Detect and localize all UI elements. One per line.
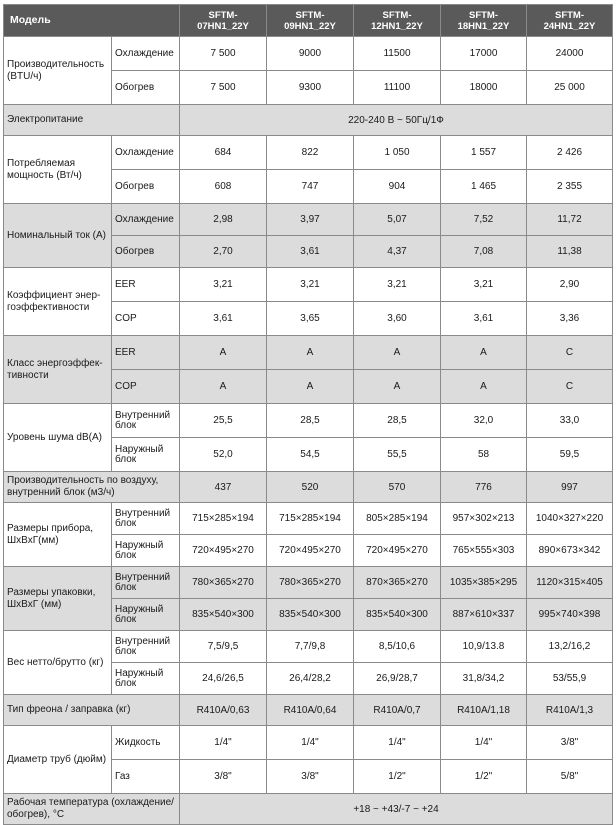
value-cell: 26,4/28,2: [267, 663, 354, 695]
value-cell: 7,08: [441, 236, 527, 268]
value-cell: 870×365×270: [354, 567, 441, 599]
spec-row: [4, 404, 613, 438]
value-cell: 805×285×194: [354, 503, 441, 535]
sub-parameter-label: Газ: [112, 760, 180, 794]
value-cell: 25 000: [527, 71, 613, 105]
value-cell: 24000: [527, 37, 613, 71]
parameter-label: Номинальный ток (А): [4, 204, 112, 268]
value-cell: 3/8": [527, 726, 613, 760]
value-cell: 3,21: [354, 268, 441, 302]
value-cell: A: [180, 370, 267, 404]
value-cell: R410A/0,63: [180, 695, 267, 726]
spec-table-wrapper: [3, 4, 612, 825]
sub-parameter-label: EER: [112, 268, 180, 302]
value-cell: R410A/0,7: [354, 695, 441, 726]
sub-parameter-label: Наружный блок: [112, 535, 180, 567]
value-cell: 520: [267, 472, 354, 503]
value-cell: 17000: [441, 37, 527, 71]
value-cell: 9000: [267, 37, 354, 71]
value-cell: 7,7/9,8: [267, 631, 354, 663]
value-cell: 2,90: [527, 268, 613, 302]
parameter-label: Тип фреона / заправка (кг): [4, 695, 180, 726]
sub-parameter-label: Внутренний блок: [112, 631, 180, 663]
value-cell: 11100: [354, 71, 441, 105]
value-cell: 3,36: [527, 302, 613, 336]
sub-parameter-label: Внутренний блок: [112, 404, 180, 438]
sub-parameter-label: Внутренний блок: [112, 567, 180, 599]
spec-row: [4, 567, 613, 599]
value-cell: 904: [354, 170, 441, 204]
value-cell: A: [354, 370, 441, 404]
value-cell: 3,21: [441, 268, 527, 302]
value-cell: 4,37: [354, 236, 441, 268]
value-cell: 1/4": [441, 726, 527, 760]
parameter-label: Размеры прибора, ШхВхГ(мм): [4, 503, 112, 567]
value-cell: 890×673×342: [527, 535, 613, 567]
parameter-label: Размеры упаковки, ШхВхГ (мм): [4, 567, 112, 631]
value-cell: 3,61: [441, 302, 527, 336]
value-cell: R410A/1,3: [527, 695, 613, 726]
specifications-table: [3, 4, 613, 825]
value-cell: 1/4": [180, 726, 267, 760]
value-cell: 18000: [441, 71, 527, 105]
value-cell: 1/4": [354, 726, 441, 760]
value-cell: 1035×385×295: [441, 567, 527, 599]
model-column-header: SFTM- 09HN1_22Y: [267, 5, 354, 37]
spec-row: [4, 794, 613, 825]
model-column-header: SFTM- 12HN1_22Y: [354, 5, 441, 37]
value-cell: 54,5: [267, 438, 354, 472]
sub-parameter-label: Охлаждение: [112, 37, 180, 71]
spanning-value-cell: +18 ~ +43/-7 ~ +24: [180, 794, 613, 825]
sub-parameter-label: Жидкость: [112, 726, 180, 760]
value-cell: 2 426: [527, 136, 613, 170]
value-cell: 52,0: [180, 438, 267, 472]
value-cell: A: [441, 370, 527, 404]
value-cell: 1120×315×405: [527, 567, 613, 599]
value-cell: 7 500: [180, 37, 267, 71]
parameter-label: Вес нетто/брутто (кг): [4, 631, 112, 695]
value-cell: 765×555×303: [441, 535, 527, 567]
sub-parameter-label: Обогрев: [112, 170, 180, 204]
value-cell: 3,97: [267, 204, 354, 236]
value-cell: C: [527, 336, 613, 370]
sub-parameter-label: Наружный блок: [112, 438, 180, 472]
value-cell: 720×495×270: [354, 535, 441, 567]
model-column-header: SFTM- 24HN1_22Y: [527, 5, 613, 37]
value-cell: 1 465: [441, 170, 527, 204]
value-cell: 608: [180, 170, 267, 204]
value-cell: 780×365×270: [180, 567, 267, 599]
value-cell: 7 500: [180, 71, 267, 105]
value-cell: 59,5: [527, 438, 613, 472]
parameter-label: Уровень шума dB(A): [4, 404, 112, 472]
value-cell: 9300: [267, 71, 354, 105]
spec-row: [4, 136, 613, 170]
value-cell: 10,9/13.8: [441, 631, 527, 663]
value-cell: A: [267, 336, 354, 370]
sub-parameter-label: Охлаждение: [112, 136, 180, 170]
value-cell: 11500: [354, 37, 441, 71]
value-cell: 2,70: [180, 236, 267, 268]
spec-row: [4, 204, 613, 236]
value-cell: 957×302×213: [441, 503, 527, 535]
value-cell: 3/8": [180, 760, 267, 794]
parameter-label: Электропитание: [4, 105, 180, 136]
value-cell: R410A/1,18: [441, 695, 527, 726]
value-cell: 1 050: [354, 136, 441, 170]
sub-parameter-label: Внутренний блок: [112, 503, 180, 535]
value-cell: A: [441, 336, 527, 370]
value-cell: 3,61: [180, 302, 267, 336]
parameter-label: Производительность по воздуху, внутренний блок (м3/ч): [4, 472, 180, 503]
value-cell: A: [180, 336, 267, 370]
spec-row: [4, 105, 613, 136]
header-row: [4, 5, 613, 37]
value-cell: 3/8": [267, 760, 354, 794]
parameter-label: Рабочая температура (охлаждение/ обогрев), °С: [4, 794, 180, 825]
value-cell: 3,21: [180, 268, 267, 302]
value-cell: 3,61: [267, 236, 354, 268]
spec-row: [4, 336, 613, 370]
value-cell: 2 355: [527, 170, 613, 204]
parameter-label: Коэффициент энер-гоэффективности: [4, 268, 112, 336]
spec-row: [4, 726, 613, 760]
value-cell: 11,38: [527, 236, 613, 268]
value-cell: 780×365×270: [267, 567, 354, 599]
value-cell: 2,98: [180, 204, 267, 236]
value-cell: 835×540×300: [267, 599, 354, 631]
value-cell: 55,5: [354, 438, 441, 472]
model-column-header: SFTM- 18HN1_22Y: [441, 5, 527, 37]
sub-parameter-label: Обогрев: [112, 71, 180, 105]
value-cell: 3,65: [267, 302, 354, 336]
parameter-label: Диаметр труб (дюйм): [4, 726, 112, 794]
value-cell: 26,9/28,7: [354, 663, 441, 695]
parameter-label: Потребляемая мощность (Вт/ч): [4, 136, 112, 204]
spec-body: [4, 37, 613, 825]
spec-row: [4, 268, 613, 302]
value-cell: 53/55,9: [527, 663, 613, 695]
value-cell: A: [267, 370, 354, 404]
value-cell: 684: [180, 136, 267, 170]
value-cell: 33,0: [527, 404, 613, 438]
value-cell: 5/8": [527, 760, 613, 794]
spec-row: [4, 695, 613, 726]
value-cell: 835×540×300: [354, 599, 441, 631]
value-cell: 776: [441, 472, 527, 503]
value-cell: 997: [527, 472, 613, 503]
sub-parameter-label: EER: [112, 336, 180, 370]
value-cell: 8,5/10,6: [354, 631, 441, 663]
value-cell: 1 557: [441, 136, 527, 170]
spanning-value-cell: 220-240 В ~ 50Гц/1Ф: [180, 105, 613, 136]
value-cell: 13,2/16,2: [527, 631, 613, 663]
value-cell: R410A/0,64: [267, 695, 354, 726]
value-cell: 437: [180, 472, 267, 503]
value-cell: 747: [267, 170, 354, 204]
sub-parameter-label: Наружный блок: [112, 663, 180, 695]
model-header: Модель: [4, 5, 180, 37]
value-cell: 1/4": [267, 726, 354, 760]
value-cell: 5,07: [354, 204, 441, 236]
value-cell: 3,21: [267, 268, 354, 302]
sub-parameter-label: COP: [112, 370, 180, 404]
value-cell: 1/2": [441, 760, 527, 794]
sub-parameter-label: COP: [112, 302, 180, 336]
parameter-label: Класс энергоэффек-тивности: [4, 336, 112, 404]
value-cell: 25,5: [180, 404, 267, 438]
value-cell: 715×285×194: [267, 503, 354, 535]
value-cell: 1/2": [354, 760, 441, 794]
sub-parameter-label: Обогрев: [112, 236, 180, 268]
value-cell: 720×495×270: [180, 535, 267, 567]
model-column-header: SFTM- 07HN1_22Y: [180, 5, 267, 37]
spec-row: [4, 503, 613, 535]
value-cell: 28,5: [267, 404, 354, 438]
value-cell: 835×540×300: [180, 599, 267, 631]
value-cell: 7,52: [441, 204, 527, 236]
value-cell: 720×495×270: [267, 535, 354, 567]
value-cell: 28,5: [354, 404, 441, 438]
value-cell: 24,6/26,5: [180, 663, 267, 695]
value-cell: 570: [354, 472, 441, 503]
spec-row: [4, 472, 613, 503]
value-cell: 995×740×398: [527, 599, 613, 631]
value-cell: 31,8/34,2: [441, 663, 527, 695]
value-cell: 7,5/9,5: [180, 631, 267, 663]
value-cell: 3,60: [354, 302, 441, 336]
sub-parameter-label: Охлаждение: [112, 204, 180, 236]
parameter-label: Производительность (BTU/ч): [4, 37, 112, 105]
value-cell: C: [527, 370, 613, 404]
value-cell: 11,72: [527, 204, 613, 236]
value-cell: A: [354, 336, 441, 370]
value-cell: 1040×327×220: [527, 503, 613, 535]
value-cell: 822: [267, 136, 354, 170]
value-cell: 887×610×337: [441, 599, 527, 631]
spec-row: [4, 631, 613, 663]
spec-row: [4, 37, 613, 71]
value-cell: 32,0: [441, 404, 527, 438]
sub-parameter-label: Наружный блок: [112, 599, 180, 631]
value-cell: 58: [441, 438, 527, 472]
value-cell: 715×285×194: [180, 503, 267, 535]
